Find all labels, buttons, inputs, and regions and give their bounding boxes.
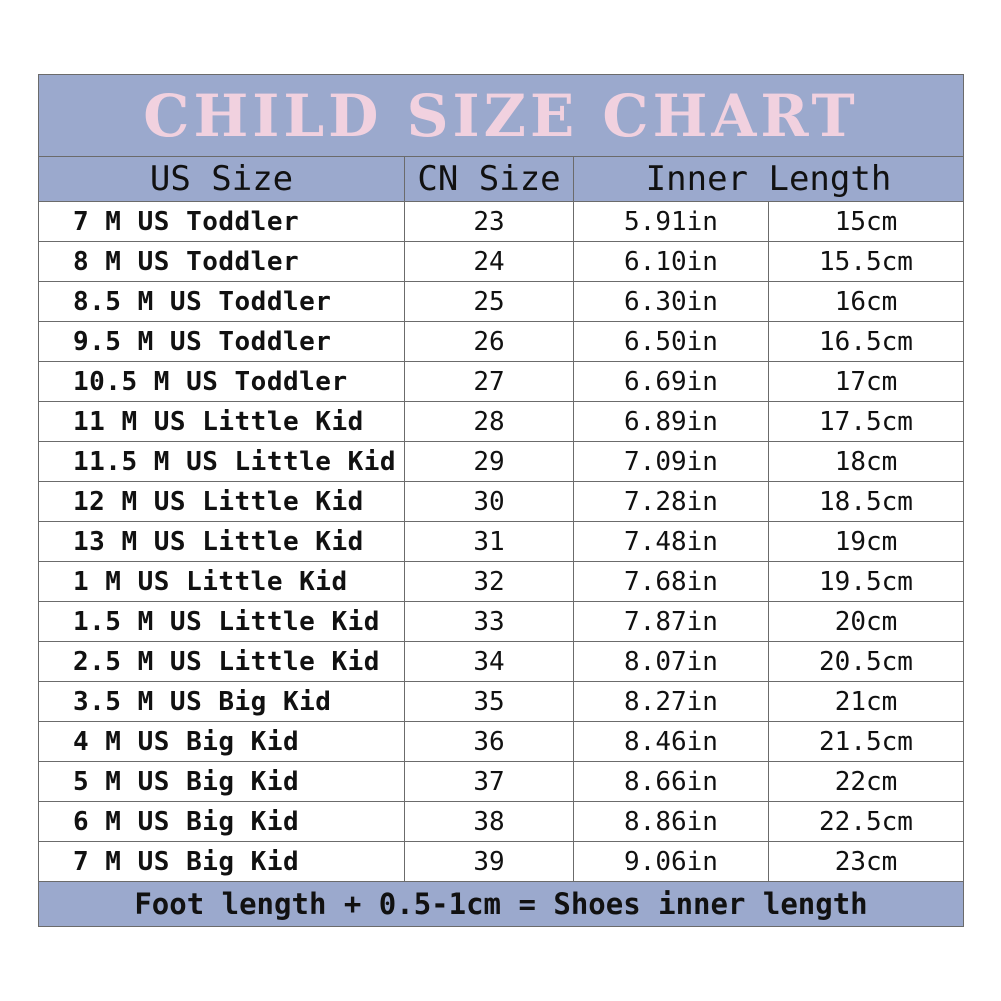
inner-length-cm-cell: 22cm (834, 766, 898, 797)
table-row (39, 482, 963, 522)
cn-size-cell: 36 (405, 722, 574, 761)
header-us-size: US Size (39, 157, 405, 201)
inner-length-in-cell: 7.09in (574, 442, 769, 481)
table-row (39, 282, 963, 322)
size-rows (39, 202, 963, 882)
inner-length-in-cell: 6.10in (574, 242, 769, 281)
inner-length-cm-cell: 20cm (834, 606, 898, 637)
us-size-cell: 11.5 M US Little Kid (39, 442, 405, 481)
inner-length-cm-cell: 15cm (834, 206, 898, 237)
table-row (39, 682, 963, 722)
us-size-cell: 2.5 M US Little Kid (39, 642, 405, 681)
table-row (39, 322, 963, 362)
inner-length-cm-cell: 18cm (834, 446, 898, 477)
us-size-cell: 4 M US Big Kid (39, 722, 405, 761)
table-row (39, 842, 963, 882)
table-row (39, 242, 963, 282)
inner-length-cm-cell: 15.5cm (819, 246, 913, 277)
inner-length-in-cell: 6.89in (574, 402, 769, 441)
inner-length-in-cell: 8.86in (574, 802, 769, 841)
inner-length-in-cell: 8.07in (574, 642, 769, 681)
column-header-row (39, 157, 963, 202)
table-row (39, 442, 963, 482)
us-size-cell: 8.5 M US Toddler (39, 282, 405, 321)
us-size-cell: 8 M US Toddler (39, 242, 405, 281)
cn-size-cell: 31 (405, 522, 574, 561)
inner-length-in-cell: 6.30in (574, 282, 769, 321)
table-row (39, 402, 963, 442)
inner-length-cm-cell: 20.5cm (819, 646, 913, 677)
table-row (39, 722, 963, 762)
table-row (39, 522, 963, 562)
us-size-cell: 7 M US Toddler (39, 202, 405, 241)
us-size-cell: 12 M US Little Kid (39, 482, 405, 521)
us-size-cell: 5 M US Big Kid (39, 762, 405, 801)
us-size-cell: 1 M US Little Kid (39, 562, 405, 601)
cn-size-cell: 25 (405, 282, 574, 321)
inner-length-cm-cell: 17cm (834, 366, 898, 397)
table-row (39, 802, 963, 842)
cn-size-cell: 26 (405, 322, 574, 361)
table-row (39, 762, 963, 802)
us-size-cell: 10.5 M US Toddler (39, 362, 405, 401)
inner-length-in-cell: 6.69in (574, 362, 769, 401)
inner-length-cm-cell: 17.5cm (819, 406, 913, 437)
header-cn-size: CN Size (405, 157, 574, 201)
cn-size-cell: 28 (405, 402, 574, 441)
footer-bar (39, 882, 963, 926)
inner-length-in-cell: 7.48in (574, 522, 769, 561)
table-row (39, 202, 963, 242)
header-inner-length: Inner Length (645, 159, 892, 199)
inner-length-cm-cell: 18.5cm (819, 486, 913, 517)
inner-length-in-cell: 5.91in (574, 202, 769, 241)
inner-length-in-cell: 6.50in (574, 322, 769, 361)
cn-size-cell: 33 (405, 602, 574, 641)
us-size-cell: 3.5 M US Big Kid (39, 682, 405, 721)
cn-size-cell: 35 (405, 682, 574, 721)
size-chart-table (38, 74, 964, 927)
inner-length-in-cell: 8.66in (574, 762, 769, 801)
us-size-cell: 9.5 M US Toddler (39, 322, 405, 361)
inner-length-cm-cell: 19.5cm (819, 566, 913, 597)
cn-size-cell: 37 (405, 762, 574, 801)
cn-size-cell: 29 (405, 442, 574, 481)
inner-length-in-cell: 7.28in (574, 482, 769, 521)
inner-length-in-cell: 8.46in (574, 722, 769, 761)
us-size-cell: 7 M US Big Kid (39, 842, 405, 881)
inner-length-in-cell: 7.87in (574, 602, 769, 641)
table-row (39, 362, 963, 402)
inner-length-cm-cell: 16cm (834, 286, 898, 317)
cn-size-cell: 32 (405, 562, 574, 601)
inner-length-cm-cell: 19cm (834, 526, 898, 557)
us-size-cell: 1.5 M US Little Kid (39, 602, 405, 641)
inner-length-cm-cell: 16.5cm (819, 326, 913, 357)
inner-length-in-cell: 7.68in (574, 562, 769, 601)
cn-size-cell: 38 (405, 802, 574, 841)
inner-length-in-cell: 9.06in (574, 842, 769, 881)
cn-size-cell: 23 (405, 202, 574, 241)
inner-length-cm-cell: 21.5cm (819, 726, 913, 757)
us-size-cell: 13 M US Little Kid (39, 522, 405, 561)
us-size-cell: 11 M US Little Kid (39, 402, 405, 441)
cn-size-cell: 24 (405, 242, 574, 281)
inner-length-cm-cell: 22.5cm (819, 806, 913, 837)
title-bar (39, 75, 963, 157)
inner-length-in-cell: 8.27in (574, 682, 769, 721)
table-row (39, 602, 963, 642)
chart-title: CHILD SIZE CHART (143, 81, 859, 150)
cn-size-cell: 34 (405, 642, 574, 681)
cn-size-cell: 30 (405, 482, 574, 521)
cn-size-cell: 39 (405, 842, 574, 881)
inner-length-cm-cell: 21cm (834, 686, 898, 717)
table-row (39, 562, 963, 602)
footer-note: Foot length + 0.5-1cm = Shoes inner length (134, 887, 868, 921)
table-row (39, 642, 963, 682)
inner-length-cm-cell: 23cm (834, 846, 898, 877)
cn-size-cell: 27 (405, 362, 574, 401)
us-size-cell: 6 M US Big Kid (39, 802, 405, 841)
